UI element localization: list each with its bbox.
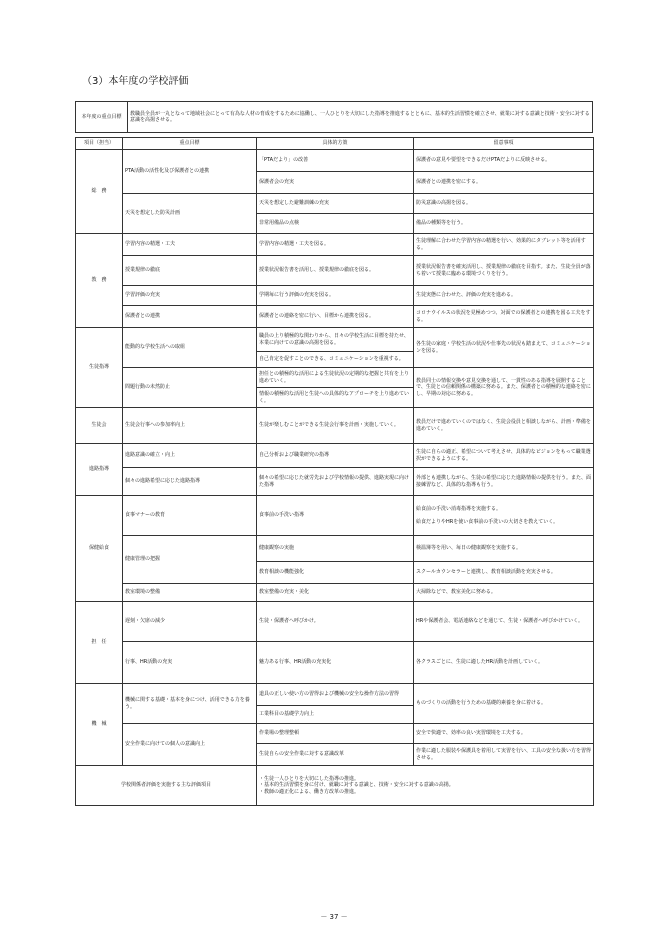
note: 各クラスごとに、生徒に適したHR活動を計画していく。 — [414, 642, 594, 684]
note: 検温簿等を用い、毎日の健康観察を実施する。 — [414, 536, 594, 562]
goal: 授業規律の徹底 — [123, 256, 257, 286]
header-plan: 具体的方策 — [257, 138, 414, 150]
note: 作業に適した服装や保護具を着用して実習を行い、工具の安全な扱い方を習得させる。 — [414, 744, 594, 766]
eval-item: ・基本的生活習慣を身に付け、就職に対する意識と、技術・安全に対する意識の高揚。 — [259, 782, 454, 789]
area-kyomu: 教 務 — [76, 234, 123, 328]
area-shinro: 進路指導 — [76, 444, 123, 496]
goal: 機械に関する基礎・基本を身につけ、活用できる力を養う。 — [123, 684, 257, 724]
goal: 食事マナーの教育 — [123, 496, 257, 536]
note — [414, 496, 594, 536]
note: 安全で快適で、効率の良い実習環境を工夫する。 — [414, 724, 594, 744]
plan: 授業状況報告書を活用し、授業規律の徹底を図る。 — [257, 256, 414, 286]
goal: 問題行動の未然防止 — [123, 368, 257, 408]
plan: 学期毎に行う評価の充実を図る。 — [257, 286, 414, 306]
note: 生徒理解に合わせた学習内容の精選を行い、効果的にタブレット等を活用する。 — [414, 234, 594, 256]
plan: 生徒が楽しむことができる生徒会行事を計画・実施していく。 — [257, 408, 414, 444]
objective-label: 本年度の重点目標 — [76, 102, 128, 133]
note: 保護者との連携を密にする。 — [414, 172, 594, 194]
area-seito-shido: 生徒指導 — [76, 328, 123, 408]
goal: 行事、HR活動の充実 — [123, 642, 257, 684]
goal: 個々の進路希望に応じた進路指導 — [123, 468, 257, 496]
plan: 天災を想定した避難訓練の充実 — [257, 194, 414, 214]
plan: 非常用備品の点検 — [257, 214, 414, 234]
plan: 食事前の手洗い指導 — [257, 496, 414, 536]
note: 生徒に自らの適正、希望について考えさせ、具体的なビジョンをもって職業選択ができるようにする。 — [414, 444, 594, 468]
plan: 魅力ある行事、HR活動の充実化 — [257, 642, 414, 684]
note: 教員同士の情報交換や意見交換を通して、一貫性のある指導を展開することで、生徒との信頼関係の構築に努める。また、保護者との積極的な連絡を密にし、早期の対応に努める。 — [414, 368, 594, 408]
plan: 工業科目の基礎学力向上 — [257, 706, 414, 724]
note: スクールカウンセラーと連携し、教育相談活動を充実させる。 — [414, 562, 594, 584]
goal: 保護者との連携 — [123, 306, 257, 328]
plan: 道具の正しい使い方の習得および機械の安全な操作方法の習得 — [257, 684, 414, 706]
plan: 作業場の整理整頓 — [257, 724, 414, 744]
header-note: 留意事項 — [414, 138, 594, 150]
header-row — [76, 138, 594, 150]
plan: 担任との積極的な活用による生徒状況の定期的な把握と共有を上り進めていく。 — [257, 368, 414, 388]
eval-label: 学校関係者評価を実施する主な評価項目 — [76, 766, 257, 806]
header-item: 項目（担当） — [76, 138, 123, 150]
area-seitokai: 生徒会 — [76, 408, 123, 444]
note: コロナウイルスの状況を見極めつつ、対面での保護者との連携を図る工夫をする。 — [414, 306, 594, 328]
area-kikai: 機 械 — [76, 684, 123, 766]
goal: 学習評価の充実 — [123, 286, 257, 306]
goal: 進路意識の確立・向上 — [123, 444, 257, 468]
eval-item: ・教師の適正化による、働き方改革の推進。 — [259, 788, 360, 795]
goal: 教室環境の整備 — [123, 584, 257, 602]
note-line: 給食前の手洗い消毒指導を実施する。 — [416, 506, 502, 512]
plan: 学習内容の精選・工夫を図る。 — [257, 234, 414, 256]
plan: 教育相談の機能強化 — [257, 562, 414, 584]
section-title: （3）本年度の学校評価 — [82, 76, 189, 87]
note: 生徒実態に合わせた、評価の充実を進める。 — [414, 286, 594, 306]
eval-items — [257, 766, 594, 806]
goal: 健康管理の把握 — [123, 536, 257, 584]
plan: 個々の希望に応じた就労先および学校情報の提供、進路実現に向けた指導 — [257, 468, 414, 496]
page-number: － 37 － — [320, 913, 348, 921]
objective-table — [75, 101, 593, 133]
plan: 自己肯定を促すことのできる、コミュニケーションを重視する。 — [257, 352, 414, 368]
eval-item: ・生徒一人ひとりを大切にした指導の推進。 — [259, 775, 360, 782]
goal: PTA活動の活性化及び保護者との連携 — [123, 150, 257, 194]
plan: 教室整備の充実・美化 — [257, 584, 414, 602]
goal: 学習内容の精選・工夫 — [123, 234, 257, 256]
area-soumu: 総 務 — [76, 150, 123, 234]
plan: 生徒・保護者へ呼びかけ。 — [257, 602, 414, 642]
plan: 生徒自らの安全作業に対する意識改革 — [257, 744, 414, 766]
goal: 生徒会行事への参加率向上 — [123, 408, 257, 444]
plan: 保護者との連絡を密に行い、目標から連携を図る。 — [257, 306, 414, 328]
plan: 保護者会の充実 — [257, 172, 414, 194]
plan: 情報の積極的な活用と生徒への具体的なアプローチを上り進めていく。 — [257, 388, 414, 408]
note-line: 給食だよりやHRを使い食事前の手洗いの大切さを教えていく。 — [416, 518, 559, 525]
note: 教員だけで進めていくのではなく、生徒会役員と相談しながら、計画・準備を進めていく。 — [414, 408, 594, 444]
plan: 健康観察の実施 — [257, 536, 414, 562]
goal: 天災を想定した防災計画 — [123, 194, 257, 234]
plan: 職員の上り積極的な関わりから、日々の学校生活に目標を持たせ、本業に向けての意識の高揚を図る。 — [257, 328, 414, 352]
area-hoken-kyushoku: 保健給食 — [76, 496, 123, 602]
plan: 自己分析および職業研究の指導 — [257, 444, 414, 468]
objective-text: 教職員全員が一丸となって地域社会にとって有為な人材の育成をするために協働し、一人ひとりを大切にした指導を推進するとともに、基本的生活習慣を確立させ、就業に対する意識と技術・安全に対する意識を高揚させる。 — [128, 102, 593, 133]
plan: 「PTAだより」の改善 — [257, 150, 414, 172]
area-tannin: 担 任 — [76, 602, 123, 684]
note: 防災意識の高揚を図る。 — [414, 194, 594, 214]
goal: 安全作業に向けての個人の意識向上 — [123, 724, 257, 766]
note: 各生徒の家庭・学校生活の状況や仕事先の状況も踏まえて、コミュニケーションを図る。 — [414, 328, 594, 368]
goal: 遅刻・欠席の減少 — [123, 602, 257, 642]
note: 授業状況報告書を確実活用し、授業規律の徹底を目指す。また、生徒全員が落ち着いて授業に臨める環境づくりを行う。 — [414, 256, 594, 286]
note: 備品の種類等を行う。 — [414, 214, 594, 234]
note: ものづくりの活動を行うための基礎的素養を身に着ける。 — [414, 684, 594, 724]
header-goal: 重点目標 — [123, 138, 257, 150]
note: 保護者の意見や要望をできるだけPTAだよりに反映させる。 — [414, 150, 594, 172]
evaluation-table — [75, 137, 594, 806]
note: 大掃除などで、教室美化に努める。 — [414, 584, 594, 602]
goal: 能動的な学校生活への取組 — [123, 328, 257, 368]
note: HRや保護者会、電話連絡などを通じて、生徒・保護者へ呼びかけていく。 — [414, 602, 594, 642]
note: 外部とも連携しながら、生徒の希望に応じた進路情報の提供を行う。また、面接練習など、具体的な指導も行う。 — [414, 468, 594, 496]
